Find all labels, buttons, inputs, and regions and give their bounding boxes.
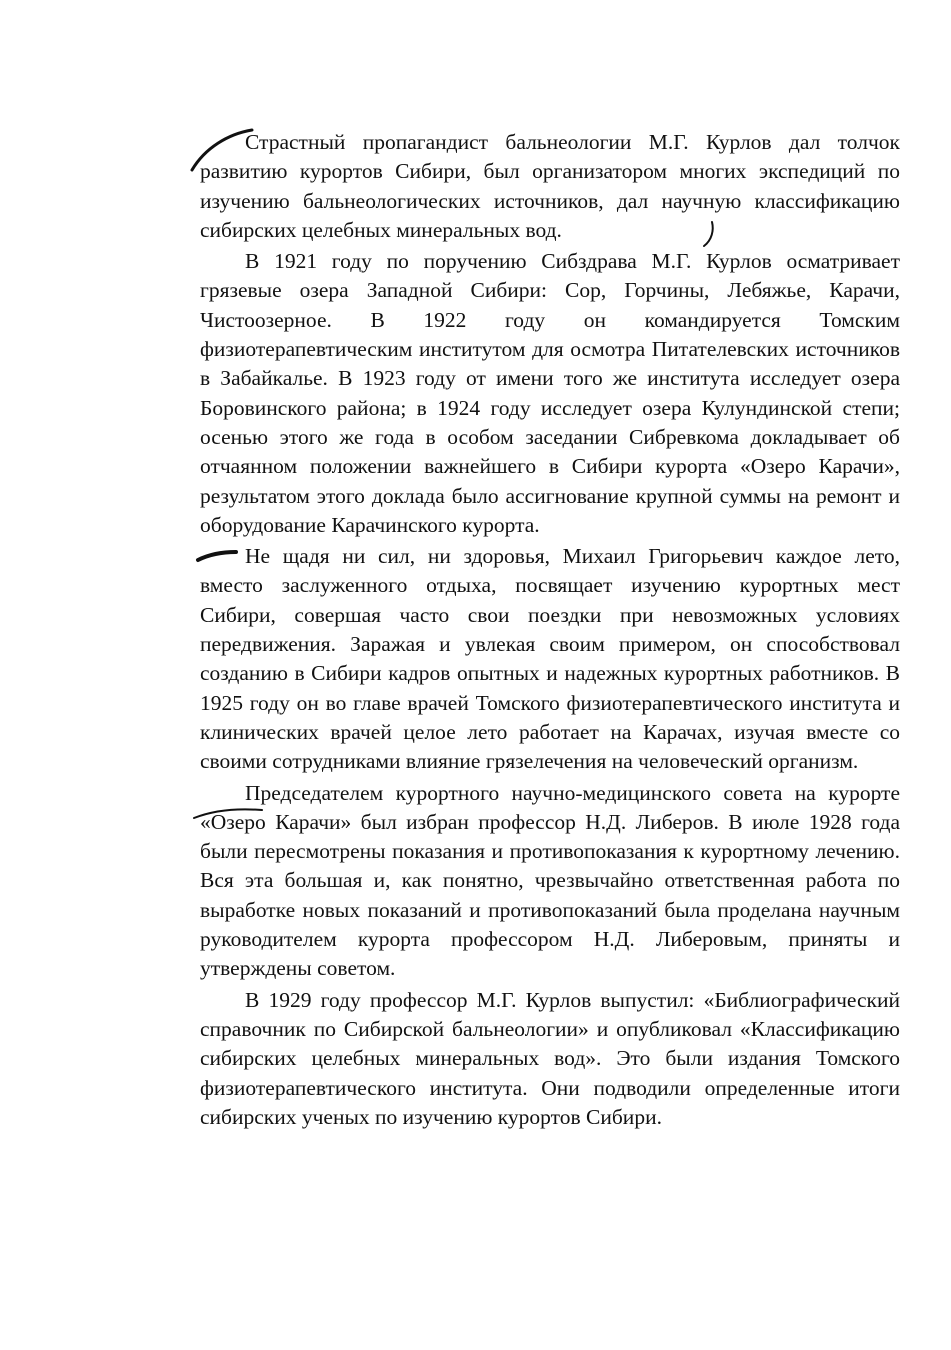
paragraph-5: В 1929 году профессор М.Г. Курлов выпустил: «Библиографический справочник по Сибирской бальнеологии» и опубликовал «Классификацию сибирских целебных минеральных вод». Это были издания Томского физиотерапевтического института. Они подводили определенные итоги сибирских ученых по изучению курортов Сибири. [200,987,900,1129]
paragraph-1: Страстный пропагандист бальнеологии М.Г. Курлов дал толчок развитию курортов Сибири, был организатором многих экспедиций по изучению бальнеологических источников, дал научную классификацию сибирских целебных минеральных вод. [200,130,900,242]
document-page [200,128,900,1132]
paragraph-3: Не щадя ни сил, ни здоровья, Михаил Григорьевич каждое лето, вместо заслуженного отдыха, посвящает изучению курортных мест Сибири, совершая часто свои поездки при невозможных условиях передвижения. Заражая и увлекая своим примером, он способствовал созданию в Сибири кадров опытных и надежных курортных работников. В 1925 году он во главе врачей Томского физиотерапевтического института и клинических врачей целое лето работает на Карачах, изучая вместе со своими сотрудниками влияние грязелечения на человеческий организм. [200,544,900,774]
paragraph-2: В 1921 году по поручению Сибздрава М.Г. Курлов осматривает грязевые озера Западной Сибири: Сор, Горчины, Лебяжье, Карачи, Чистоозерное. В 1922 году он командируется Томским физиотерапевтическим институтом для осмотра Питателевских источников в Забайкалье. В 1923 году от имени того же института исследует озера Боровинского района; в 1924 году исследует озера Кулундинской степи; осенью этого же года в особом заседании Сибревкома докладывает об отчаянном положении важнейшего в Сибири курорта «Озеро Карачи», результатом этого доклада было ассигнование крупной суммы на ремонт и оборудование Карачинского курорта. [200,249,900,537]
paragraph-4: Председателем курортного научно-медицинского совета на курорте «Озеро Карачи» был избран профессор Н.Д. Либеров. В июле 1928 года были пересмотрены показания и противопоказания к курортному лечению. Вся эта большая и, как понятно, чрезвычайно ответственная работа по выработке новых показаний и противопоказаний была проделана научным руководителем курорта профессором Н.Д. Либеровым, приняты и утверждены советом. [200,780,900,981]
